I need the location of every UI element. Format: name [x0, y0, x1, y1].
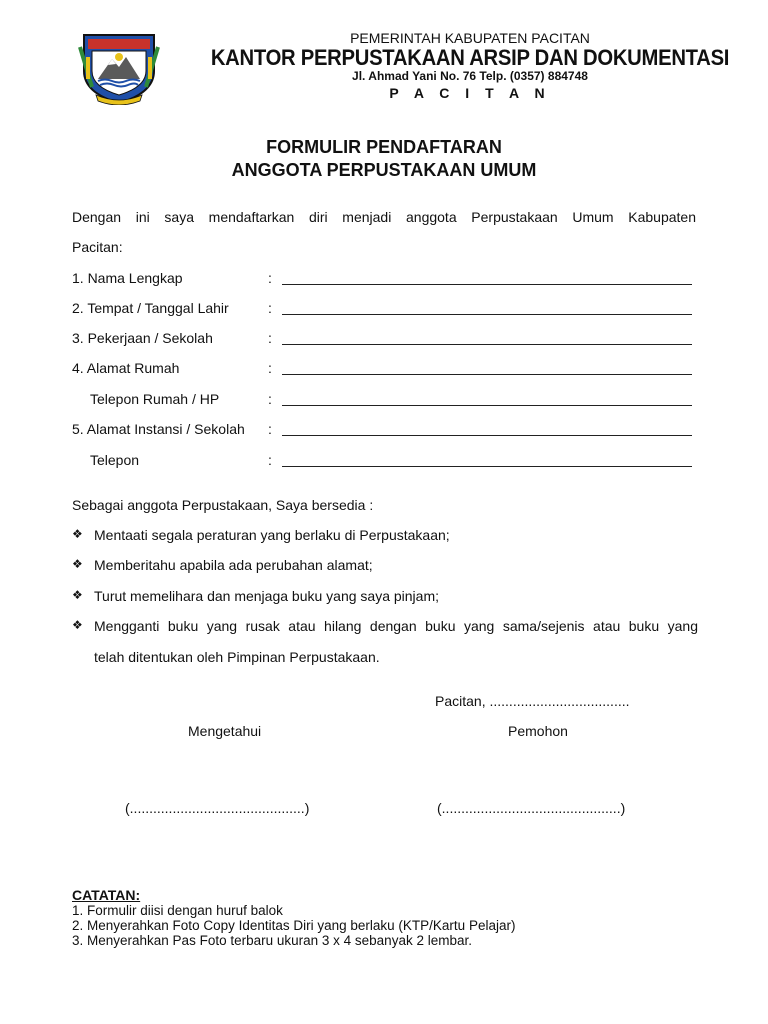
- field-colon: :: [268, 360, 272, 376]
- header-address: Jl. Ahmad Yani No. 76 Telp. (0357) 884748: [352, 69, 588, 83]
- form-title-line2: ANGGOTA PERPUSTAKAAN UMUM: [231, 160, 537, 180]
- commitment-text: Memberitahu apabila ada perubahan alamat;: [94, 557, 373, 573]
- fill-line[interactable]: [282, 284, 692, 285]
- field-full-name[interactable]: [72, 270, 696, 290]
- acknowledged-signature-line[interactable]: (.............................................): [125, 800, 310, 816]
- applicant-signature-line[interactable]: (..............................................): [437, 800, 626, 816]
- note-item: 1. Formulir diisi dengan huruf balok: [72, 903, 283, 918]
- field-label: Telepon: [90, 452, 140, 468]
- fill-line[interactable]: [282, 405, 692, 406]
- commitment-text: Mengganti buku yang rusak atau hilang dengan buku yang sama/sejenis atau buku yang: [94, 618, 698, 634]
- field-label: 1. Nama Lengkap: [72, 270, 183, 286]
- intro-text: Dengan ini saya mendaftarkan diri menjadi anggota Perpustakaan Umum Kabupaten: [72, 209, 696, 225]
- field-label: 2. Tempat / Tanggal Lahir: [72, 300, 229, 316]
- field-colon: :: [268, 330, 272, 346]
- commitment-heading: Sebagai anggota Perpustakaan, Saya bersedia :: [72, 497, 374, 513]
- header-office-name: KANTOR PERPUSTAKAAN ARSIP DAN DOKUMENTASI: [210, 45, 730, 70]
- field-colon: :: [268, 421, 272, 437]
- form-title-line1: FORMULIR PENDAFTARAN: [266, 137, 502, 157]
- field-institution-phone[interactable]: [72, 452, 696, 472]
- commitment-text: Turut memelihara dan menjaga buku yang saya pinjam;: [94, 588, 440, 604]
- fill-line[interactable]: [282, 435, 692, 436]
- diamond-bullet-icon: ❖: [72, 557, 83, 571]
- intro-text-continued: Pacitan:: [72, 239, 123, 255]
- field-label: 3. Pekerjaan / Sekolah: [72, 330, 213, 346]
- diamond-bullet-icon: ❖: [72, 618, 83, 632]
- fill-line[interactable]: [282, 344, 692, 345]
- commitment-continuation: telah ditentukan oleh Pimpinan Perpustakaan.: [94, 649, 380, 665]
- field-home-address[interactable]: [72, 360, 696, 380]
- field-home-phone[interactable]: [72, 391, 696, 411]
- acknowledged-label: Mengetahui: [188, 723, 262, 739]
- fill-line[interactable]: [282, 314, 692, 315]
- header-city: P A C I T A N: [389, 85, 551, 101]
- pacitan-regency-emblem-icon: [78, 27, 160, 105]
- field-institution-address[interactable]: [72, 421, 696, 441]
- commitment-text: Mentaati segala peraturan yang berlaku di Perpustakaan;: [94, 527, 450, 543]
- field-label: 5. Alamat Instansi / Sekolah: [72, 421, 245, 437]
- note-item: 3. Menyerahkan Pas Foto terbaru ukuran 3 x 4 sebanyak 2 lembar.: [72, 933, 472, 948]
- notes-heading: CATATAN:: [72, 887, 141, 903]
- place-date[interactable]: Pacitan, ....................................: [435, 693, 630, 709]
- diamond-bullet-icon: ❖: [72, 588, 83, 602]
- header-government: PEMERINTAH KABUPATEN PACITAN: [350, 30, 590, 46]
- field-colon: :: [268, 300, 272, 316]
- fill-line[interactable]: [282, 374, 692, 375]
- applicant-label: Pemohon: [508, 723, 568, 739]
- field-colon: :: [268, 391, 272, 407]
- field-colon: :: [268, 270, 272, 286]
- field-colon: :: [268, 452, 272, 468]
- diamond-bullet-icon: ❖: [72, 527, 83, 541]
- fill-line[interactable]: [282, 466, 692, 467]
- note-item: 2. Menyerahkan Foto Copy Identitas Diri yang berlaku (KTP/Kartu Pelajar): [72, 918, 516, 933]
- field-birth-place-date[interactable]: [72, 300, 696, 320]
- field-label: 4. Alamat Rumah: [72, 360, 180, 376]
- field-occupation-school[interactable]: [72, 330, 696, 350]
- field-label: Telepon Rumah / HP: [90, 391, 220, 407]
